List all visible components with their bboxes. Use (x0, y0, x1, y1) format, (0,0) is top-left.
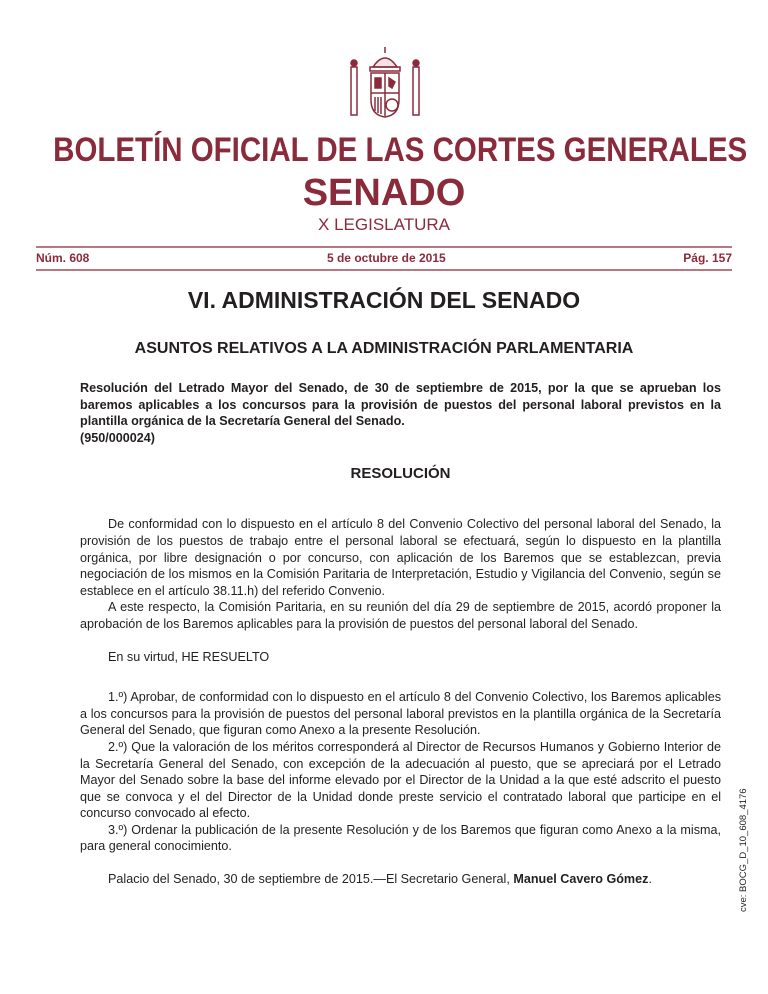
issue-date: 5 de octubre de 2015 (326, 251, 446, 265)
intro-paragraphs (80, 516, 721, 632)
point: 1.º) Aprobar, de conformidad con lo dispuesto en el artículo 8 del Convenio Colectivo, los Baremos aplicables a los concursos para la provisión de puestos del personal laboral previstos en la plantilla orgánica de la Secretaría General del Senado, que figuran como Anexo a la presente Resolución. (80, 690, 721, 738)
resolution-points (80, 689, 721, 855)
resolution-title (80, 380, 721, 446)
closing-text: Palacio del Senado, 30 de septiembre de 2015.—El Secretario General, (108, 872, 514, 887)
divider (36, 246, 732, 248)
page-number: Pág. 157 (683, 251, 732, 265)
issue-number: Núm. 608 (36, 251, 90, 265)
coat-of-arms-icon (345, 45, 425, 121)
document-body (80, 380, 721, 888)
legislature: X LEGISLATURA (318, 215, 450, 234)
point: 3.º) Ordenar la publicación de la presente Resolución y de los Baremos que figuran como Anexo a la misma, para general conocimiento. (80, 822, 721, 854)
file-number: (950/000024) (80, 430, 155, 445)
paragraph: A este respecto, la Comisión Paritaria, en su reunión del día 29 de septiembre de 2015, acordó proponer la aprobación de los Baremos aplicables para la provisión de puestos del personal laboral del Senado. (80, 600, 721, 631)
cve-code: cve: BOCG_D_10_608_4176 (738, 788, 749, 912)
issue-meta (36, 251, 732, 265)
bulletin-title-text: BOLETÍN OFICIAL DE LAS CORTES GENERALES (53, 131, 748, 169)
closing-end: . (648, 872, 652, 887)
resolve-statement (80, 649, 721, 666)
closing (80, 871, 721, 888)
bulletin-title (0, 131, 768, 170)
signer-name: Manuel Cavero Gómez (513, 872, 649, 887)
section-title: VI. ADMINISTRACIÓN DEL SENADO (187, 287, 581, 313)
paragraph: En su virtud, HE RESUELTO (108, 649, 270, 664)
resolution-title-text: Resolución del Letrado Mayor del Senado, de 30 de septiembre de 2015, por la que se aprueban los baremos aplicables a los concursos para la provisión de puestos del personal laboral previstos en la plantilla orgánica de la Secretaría General del Senado. (80, 381, 721, 429)
chamber-name: SENADO (302, 172, 466, 214)
point: 2.º) Que la valoración de los méritos corresponderá al Director de Recursos Humanos y Gobierno Interior de la Secretaría General del Senado, con excepción de la adecuación al puesto, que se apreciará por el Letrado Mayor del Senado sobre la base del informe elevado por el Director de la Unidad a la que esté adscrito el puesto que se convoca y el del Director de la Unidad donde preste servicio el contratado laboral que participe en el concurso convocado al efecto. (80, 739, 721, 821)
resolution-heading: RESOLUCIÓN (350, 465, 451, 483)
divider (36, 269, 732, 271)
subsection-title: ASUNTOS RELATIVOS A LA ADMINISTRACIÓN PARLAMENTARIA (134, 340, 634, 357)
paragraph: De conformidad con lo dispuesto en el artículo 8 del Convenio Colectivo del personal laboral del Senado, la provisión de los puestos de trabajo entre el personal laboral se efectuará, según lo dispuesto en la plantilla orgánica, por libre designación o por concurso, con aplicación de los Baremos que se establezcan, previa negociación de los mismos en la Comisión Paritaria de Interpretación, Estudio y Vigilancia del Convenio, según se establece en el artículo 38.11.h) del referido Convenio. (80, 517, 721, 598)
